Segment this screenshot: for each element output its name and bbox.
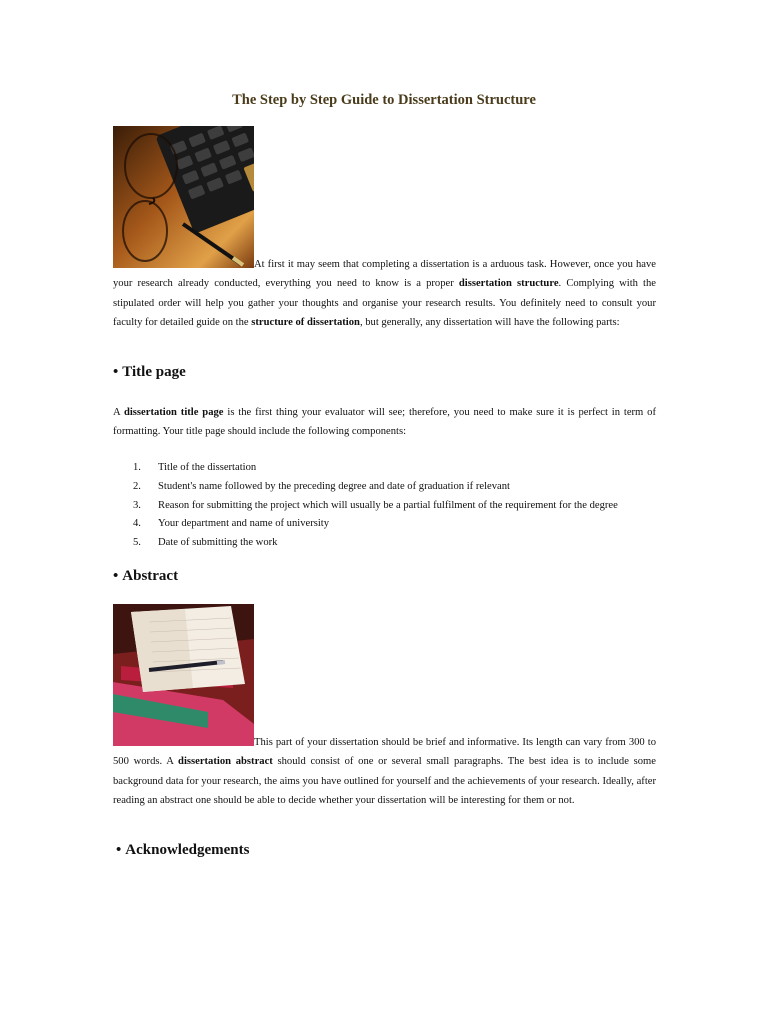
list-item-text: Date of submitting the work <box>158 537 278 549</box>
abstract-heading <box>113 568 178 585</box>
calculator-glasses-photo <box>113 126 254 268</box>
intro-text: . Complying with the stipulated order will help you gather your thoughts and organise your research results. You definitely need to consult your faculty for detailed guide on the <box>113 278 657 328</box>
intro-text: , but generally, any dissertation will have the following parts: <box>359 316 620 328</box>
intro-text: At first it may seem that completing a dissertation is a arduous task. However, once you have your research already conducted, everything you need to know is a proper <box>113 259 656 290</box>
heading-text: Title page <box>122 364 186 380</box>
list-number: 4. <box>133 518 141 530</box>
acknowledgements-heading <box>116 842 249 859</box>
list-item <box>113 534 618 553</box>
title-page-heading <box>113 364 186 381</box>
structure-of-dissertation-term: structure of dissertation <box>251 316 360 328</box>
list-number: 2. <box>133 480 141 492</box>
paragraph-text: is the first thing your evaluator will see; therefore, you need to make sure it is perfect in term of formatting. Your title page should include the following components: <box>113 407 656 438</box>
list-item-text: Title of the dissertation <box>158 462 257 473</box>
document-title: The Step by Step Guide to Dissertation Structure <box>232 92 536 108</box>
bullet: • <box>113 568 119 584</box>
paragraph-text: This part of your dissertation should be brief and informative. Its length can vary from 300 to 500 words. A <box>113 737 656 768</box>
list-number: 3. <box>133 499 141 511</box>
bullet: • <box>113 364 119 380</box>
intro-paragraph <box>113 255 656 332</box>
list-item <box>113 459 618 478</box>
list-item-text: Your department and name of university <box>158 518 330 530</box>
paragraph-text: should consist of one or several small paragraphs. The best idea is to include some background data for your research, the aims you have outlined for yourself and the achievements of your research. Ideally, after reading an abstract one should be able to decide whether your dissertation will be interesting for them or not. <box>113 756 656 806</box>
list-item <box>113 515 618 534</box>
abstract-paragraph <box>113 733 656 810</box>
paragraph-text: A <box>113 407 124 418</box>
dissertation-structure-term: dissertation structure <box>458 278 559 290</box>
list-item-text: Reason for submitting the project which will usually be a partial fulfilment of the requirement for the degree <box>158 499 618 511</box>
list-item-text: Student's name followed by the preceding degree and date of graduation if relevant <box>158 480 510 492</box>
title-page-components-list <box>113 459 618 553</box>
list-item <box>113 497 618 516</box>
heading-text: Acknowledgements <box>125 842 250 858</box>
bullet: • <box>116 842 122 858</box>
list-number: 5. <box>133 537 141 549</box>
notebook-pen-photo <box>113 604 254 746</box>
dissertation-abstract-term: dissertation abstract <box>178 756 273 768</box>
dissertation-title-page-term: dissertation title page <box>123 407 224 418</box>
list-item <box>113 478 618 497</box>
list-number: 1. <box>133 462 141 473</box>
title-page-paragraph <box>113 403 656 442</box>
heading-text: Abstract <box>122 568 179 584</box>
